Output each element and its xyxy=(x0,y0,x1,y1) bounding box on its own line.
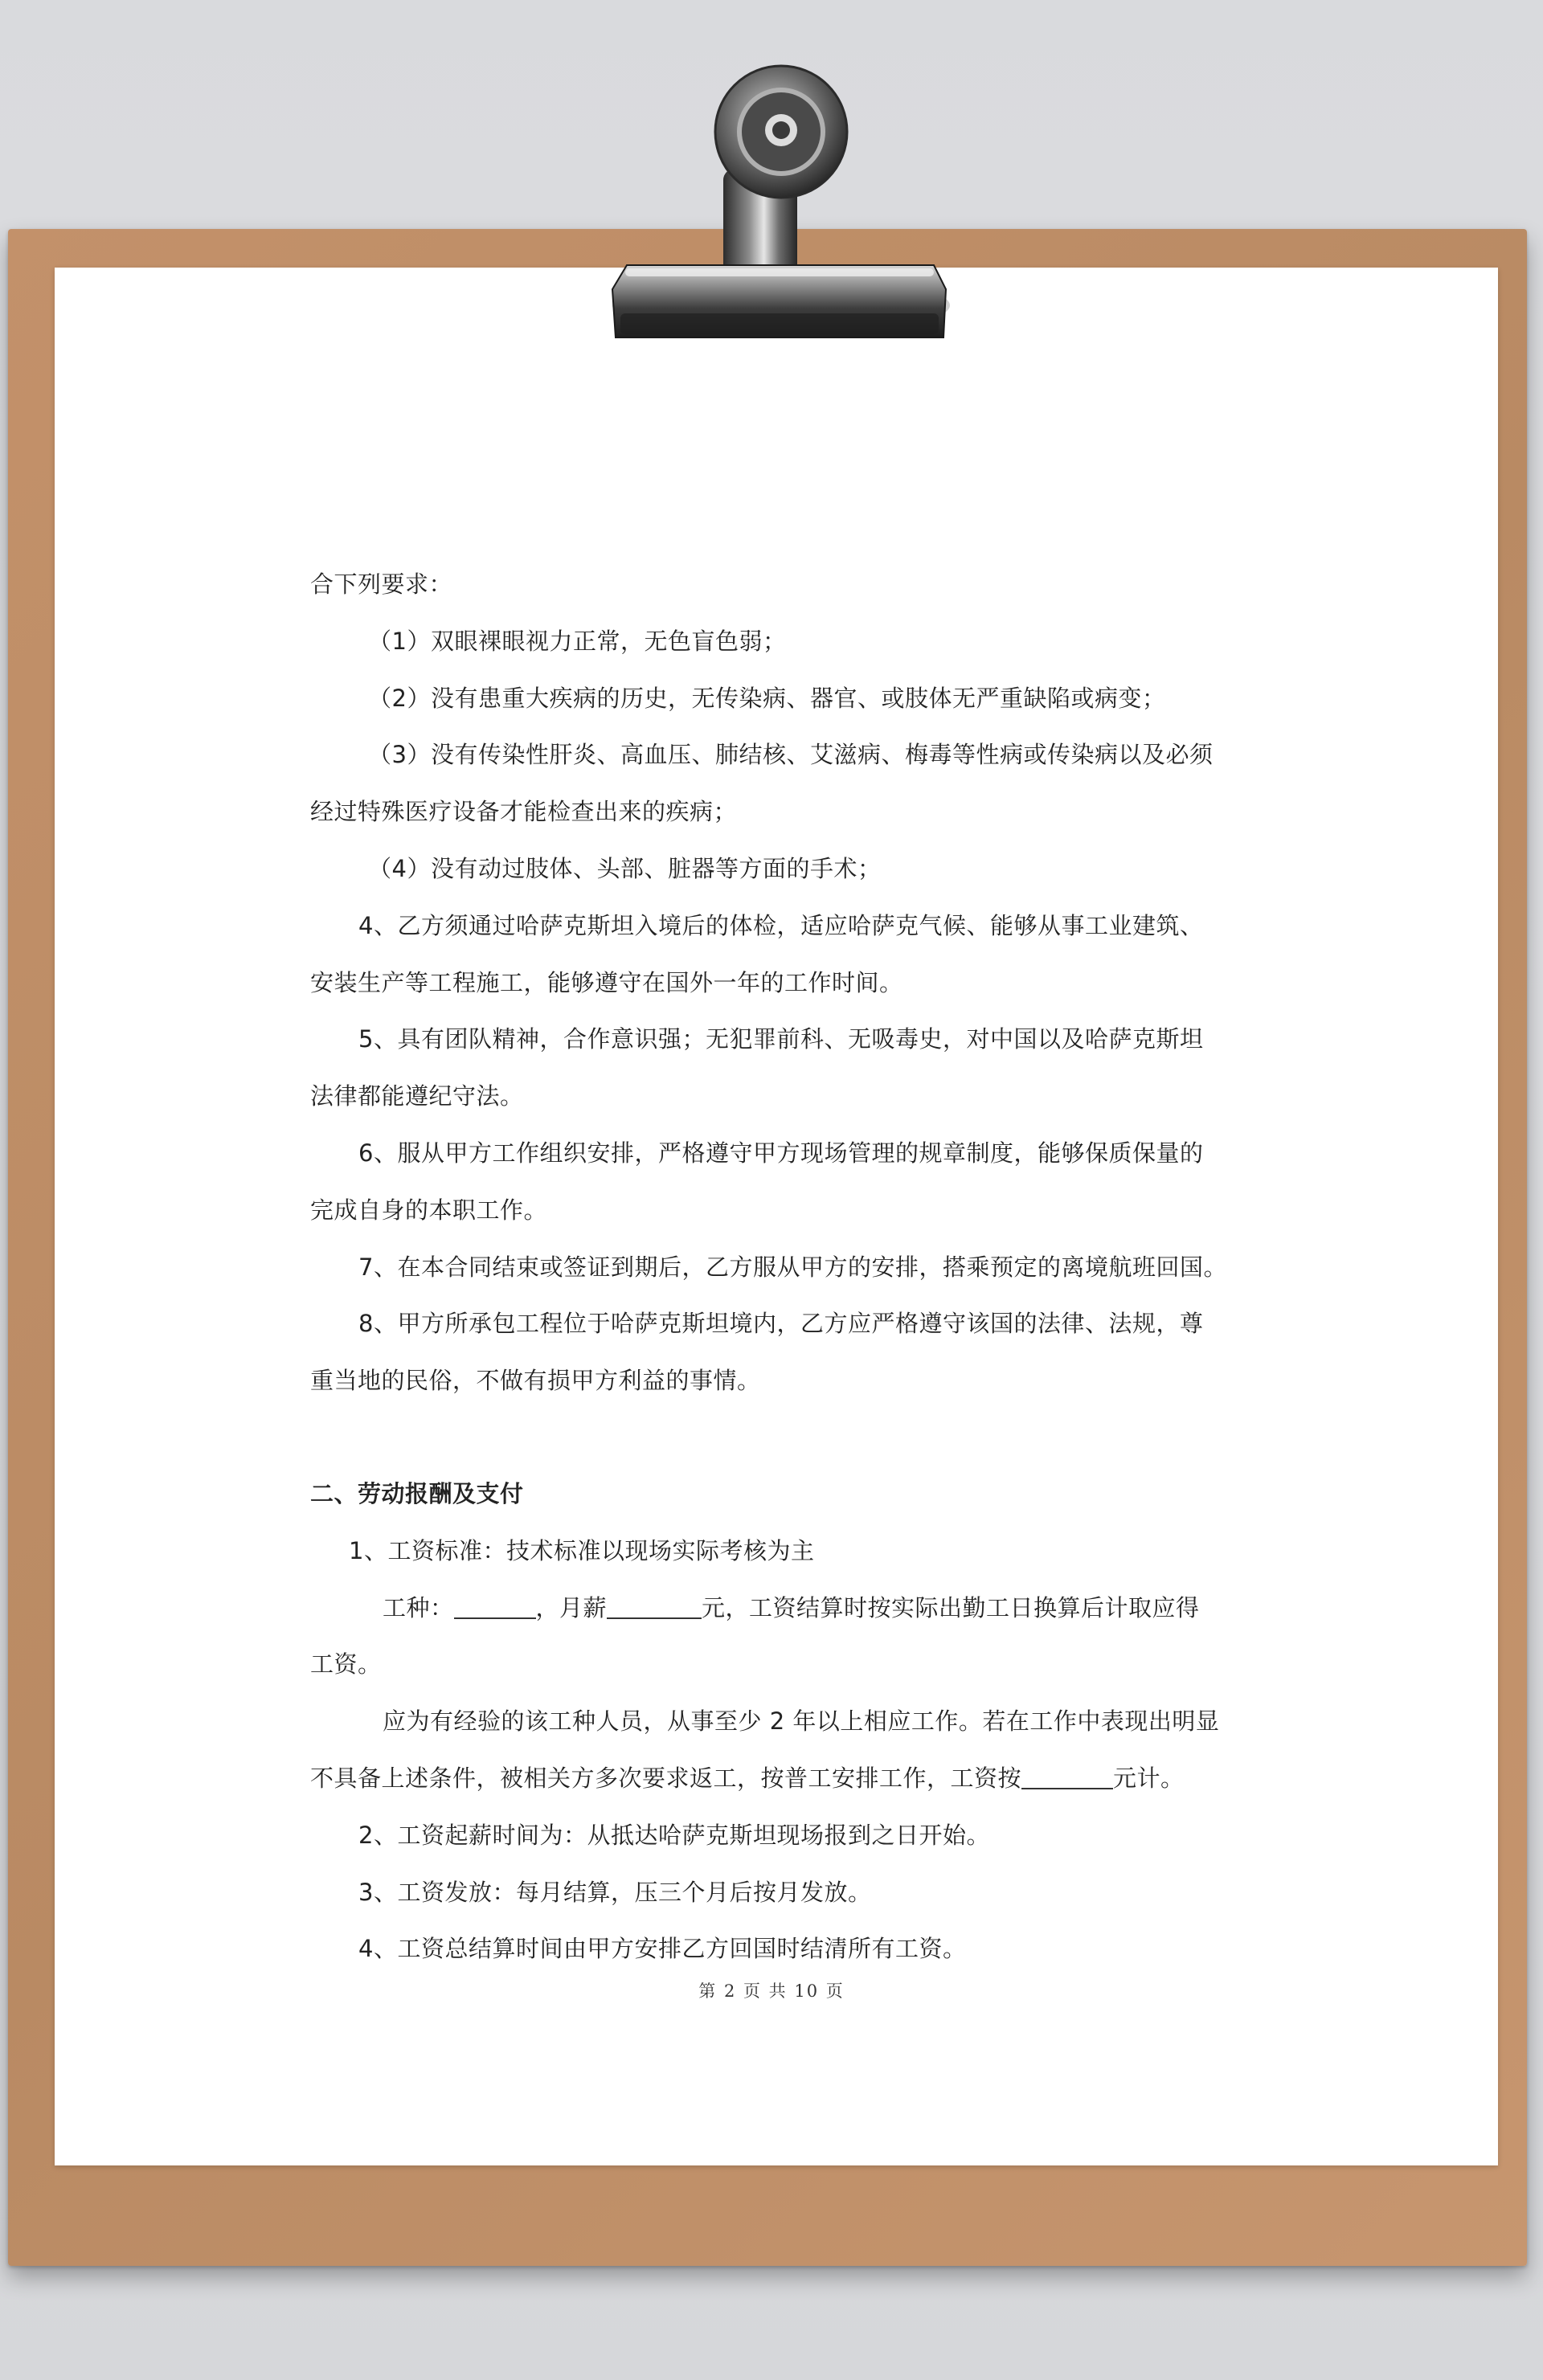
experience-line-1: 应为有经验的该工种人员，从事至少 2 年以上相应工作。若在工作中表现出明显 xyxy=(383,1707,1220,1736)
contract-body xyxy=(310,562,1231,1984)
clause-5: 5、具有团队精神，合作意识强；无犯罪前科、无吸毒史，对中国以及哈萨克斯坦 xyxy=(358,1025,1204,1053)
requirement-2: （2）没有患重大疾病的历史，无传染病、器官、或肢体无严重缺陷或病变； xyxy=(368,684,1166,712)
trade-label: 工种： xyxy=(383,1593,454,1621)
requirement-1: （1）双眼裸眼视力正常，无色盲色弱； xyxy=(368,627,787,655)
experience-post: 元计。 xyxy=(1113,1764,1185,1792)
wage-trade-line-cont: 工资。 xyxy=(310,1650,382,1679)
monthly-salary-blank[interactable] xyxy=(607,1597,702,1619)
clause-8: 8、甲方所承包工程位于哈萨克斯坦境内，乙方应严格遵守该国的法律、法规，尊 xyxy=(358,1310,1204,1338)
clause-7: 7、在本合同结束或签证到期后，乙方服从甲方的安排，搭乘预定的离境航班回国。 xyxy=(358,1253,1227,1281)
general-wage-blank[interactable] xyxy=(1021,1767,1113,1789)
clause-4-cont: 安装生产等工程施工，能够遵守在国外一年的工作时间。 xyxy=(310,968,903,996)
experience-line-2 xyxy=(310,1756,1231,1814)
clause-5-cont: 法律都能遵纪守法。 xyxy=(310,1082,524,1110)
wage-clause-2: 2、工资起薪时间为：从抵达哈萨克斯坦现场报到之日开始。 xyxy=(358,1821,990,1849)
wage-clause-1: 1、工资标准：技术标准以现场实际考核为主 xyxy=(349,1536,815,1564)
requirement-3: （3）没有传染性肝炎、高血压、肺结核、艾滋病、梅毒等性病或传染病以及必须 xyxy=(368,741,1214,769)
clause-6-cont: 完成自身的本职工作。 xyxy=(310,1196,548,1224)
requirement-3-cont: 经过特殊医疗设备才能检查出来的疾病； xyxy=(310,798,738,826)
section-2-heading: 二、劳动报酬及支付 xyxy=(310,1479,524,1507)
monthly-tail: 元，工资结算时按实际出勤工日换算后计取应得 xyxy=(702,1593,1200,1621)
intro-line: 合下列要求： xyxy=(310,570,453,598)
clause-4: 4、乙方须通过哈萨克斯坦入境后的体检，适应哈萨克气候、能够从事工业建筑、 xyxy=(358,911,1204,939)
wage-clause-3: 3、工资发放：每月结算，压三个月后按月发放。 xyxy=(358,1878,872,1906)
monthly-label: ，月薪 xyxy=(535,1593,608,1621)
trade-blank[interactable] xyxy=(454,1597,536,1619)
experience-pre: 不具备上述条件，被相关方多次要求返工，按普工安排工作，工资按 xyxy=(310,1764,1022,1792)
requirement-4: （4）没有动过肢体、头部、脏器等方面的手术； xyxy=(368,854,882,882)
wage-clause-4: 4、工资总结算时间由甲方安排乙方回国时结清所有工资。 xyxy=(358,1935,967,1963)
clause-6: 6、服从甲方工作组织安排，严格遵守甲方现场管理的规章制度，能够保质保量的 xyxy=(358,1139,1204,1167)
wage-trade-line xyxy=(310,1586,1231,1643)
clause-8-cont: 重当地的民俗，不做有损甲方利益的事情。 xyxy=(310,1367,761,1395)
page-number-footer: 第 2 页 共 10 页 xyxy=(698,1981,845,2001)
binder-clip-icon xyxy=(580,48,950,354)
